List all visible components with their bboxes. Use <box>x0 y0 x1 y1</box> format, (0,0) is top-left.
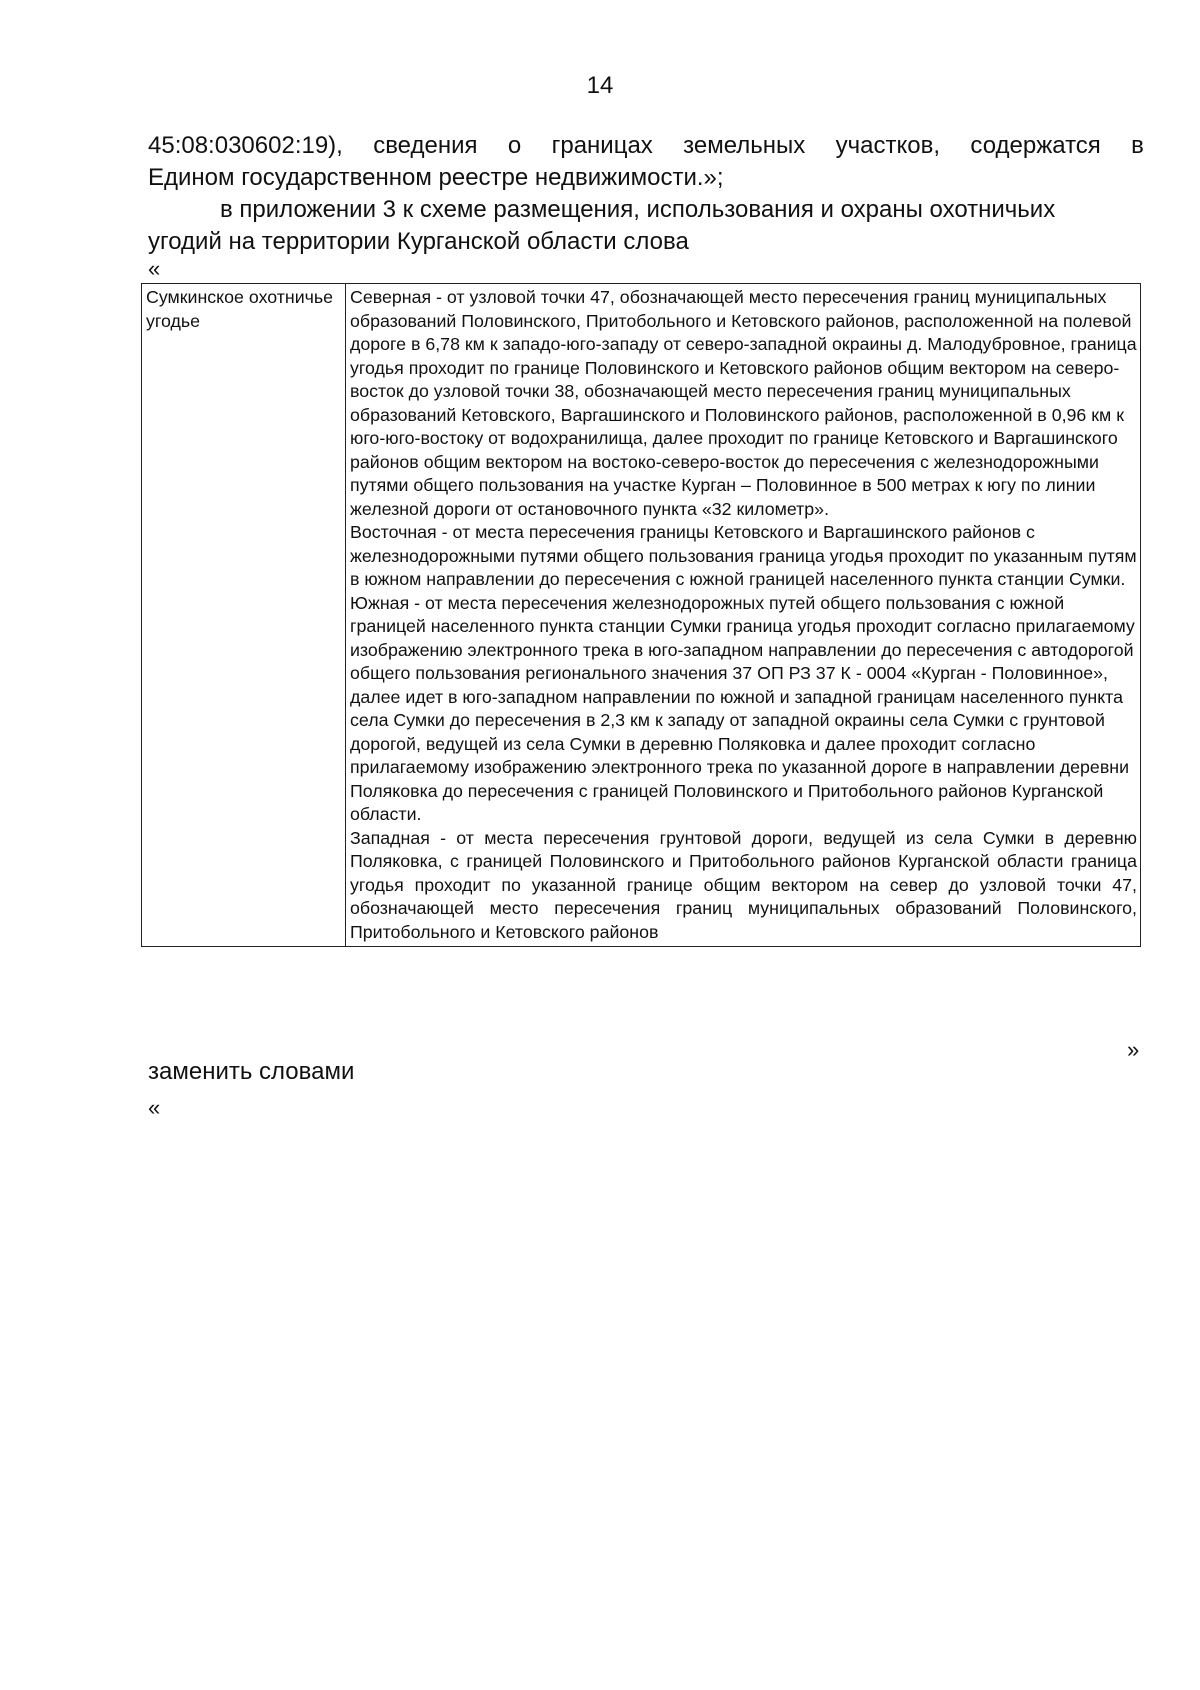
paragraph-cadastral-line2: Едином государственном реестре недвижимости.»; <box>148 164 724 191</box>
paragraph-cadastral <box>148 130 1144 258</box>
word: содержатся <box>970 132 1101 159</box>
north-boundary: Северная - от узловой точки 47, обозначающей место пересечения границ муниципальных образований Половинского, Притобольного и Кетовского районов, расположенной на полевой дороге в 6,78 км к западо-юго-западу от северо-западной окраины д. Малодубровное, граница угодья проходит по границе Половинского и Кетовского районов общим вектором на северо-восток до узловой точки 38, обозначающей место пересечения границ муниципальных образований Кетовского, Варгашинского и Половинского районов, расположенной в 0,96 км к юго-юго-востоку от водохранилища, далее проходит по границе Кетовского и Варгашинского районов общим вектором на востоко-северо-восток до пересечения с железнодорожными путями общего пользования на участке Курган – Половинное в 500 метрах к югу по линии железной дороги от остановочного пункта «32 километр». <box>350 287 1137 519</box>
east-boundary: Восточная - от места пересечения границы Кетовского и Варгашинского районов с железнодорожными путями общего пользования граница угодья проходит по указанным путям в южном направлении до пересечения с южной границей населенного пункта станции Сумки. <box>350 522 1137 589</box>
hunting-ground-name: Сумкинское охотничье угодье <box>142 284 346 947</box>
word: земельных <box>683 132 806 159</box>
closing-quote: » <box>1127 1037 1140 1062</box>
replace-phrase: заменить словами <box>148 1058 355 1085</box>
word: границах <box>551 132 653 159</box>
word: 45:08:030602:19), <box>148 132 343 159</box>
south-boundary: Южная - от места пересечения железнодорожных путей общего пользования с южной границей населенного пункта станции Сумки граница угодья проходит согласно прилагаемому изображению электронного трека в юго-западном направлении до пересечения с автодорогой общего пользования регионального значения 37 ОП РЗ 37 К - 0004 «Курган - Половинное», далее идет в юго-западном направлении по южной и западной границам населенного пункта села Сумки до пересечения в 2,3 км к западу от западной окраины села Сумки с грунтовой дорогой, ведущей из села Сумки в деревню Поляковка и далее проходит согласно прилагаемому изображению электронного трека по указанной дороге в направлении деревни Поляковка до пересечения с границей Половинского и Притобольного районов Курганской области. <box>350 592 1135 824</box>
paragraph-appendix-line2: угодий на территории Курганской области слова <box>148 228 689 255</box>
table-row <box>142 284 1141 947</box>
opening-quote-replacement: « <box>148 1095 161 1120</box>
boundary-table <box>141 283 1141 947</box>
paragraph-appendix-line1: в приложении 3 к схеме размещения, использования и охраны охотничьих <box>220 196 1056 223</box>
boundary-description <box>346 284 1141 947</box>
word: участков, <box>835 132 941 159</box>
word: о <box>507 132 522 159</box>
west-boundary: Западная - от места пересечения грунтовой дороги, ведущей из села Сумки в деревню Поляковка, с границей Половинского и Притобольного районов Курганской области граница угодья проходит по указанной границе общим вектором на север до узловой точки 47, обозначающей место пересечения границ муниципальных образований Половинского, Притобольного и Кетовского районов <box>350 827 1137 942</box>
page-number: 14 <box>586 72 614 99</box>
opening-quote: « <box>148 256 161 281</box>
paragraph-cadastral-line1 <box>148 130 1144 162</box>
word: сведения <box>373 132 478 159</box>
word: в <box>1131 132 1144 159</box>
